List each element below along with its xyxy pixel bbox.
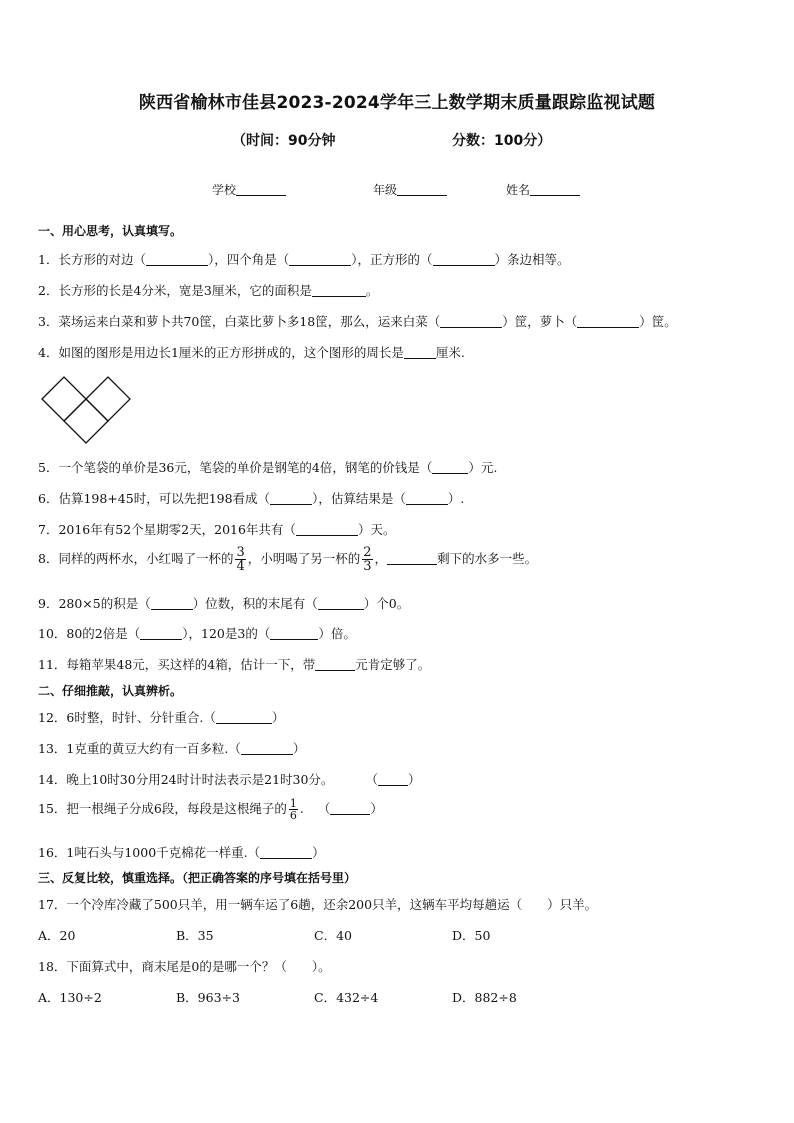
question-9: 9．280×5的积是（ ）位数，积的末尾有（ ）个0。	[38, 596, 410, 611]
section-1-heading: 一、用心思考，认真填写。	[38, 224, 183, 238]
section-2-heading: 二、仔细推敲，认真辨析。	[38, 684, 183, 698]
question-12: 12．6时整，时针、分针重合.（ ）	[38, 710, 285, 725]
option-b[interactable]: B．35	[176, 928, 214, 943]
question-4: 4．如图的图形是用边长1厘米的正方形拼成的，这个图形的周长是 厘米.	[38, 345, 465, 360]
question-17: 17．一个冷库冷藏了500只羊，用一辆车运了6趟，还余200只羊，这辆车平均每趟运（ ）只羊。	[38, 897, 598, 912]
question-15: 15．把一根绳子分成6段，每段是这根绳子的 $\frac{1}{6}$ . （ ）	[38, 797, 383, 822]
answer-blank[interactable]	[404, 346, 436, 359]
question-11: 11．每箱苹果48元，买这样的4箱，估计一下，带 元肯定够了。	[38, 657, 431, 672]
answer-blank[interactable]	[330, 802, 370, 815]
option-c[interactable]: C．40	[314, 928, 352, 943]
option-d[interactable]: D．882÷8	[452, 990, 517, 1005]
question-14: 14．晚上10时30分用24时计时法表示是21时30分。 （ ）	[38, 772, 421, 787]
section-3-heading: 三、反复比较，慎重选择。（把正确答案的序号填在括号里）	[38, 871, 357, 885]
tile-square	[64, 399, 108, 443]
question-6: 6．估算198+45时，可以先把198看成（ ），估算结果是（ ）.	[38, 491, 465, 506]
fraction: $\frac{3}{4}$	[236, 545, 245, 574]
school-blank[interactable]	[236, 182, 286, 196]
name-field	[506, 181, 580, 198]
option-a[interactable]: A．20	[38, 928, 76, 943]
answer-blank[interactable]	[318, 597, 364, 610]
option-d[interactable]: D．50	[452, 928, 491, 943]
question-3: 3．菜场运来白菜和萝卜共70筐，白菜比萝卜多18筐，那么，运来白菜（ ）筐，萝卜（ ）筐。	[38, 314, 677, 329]
question-16: 16．1吨石头与1000千克棉花一样重.（ ）	[38, 845, 325, 860]
answer-blank[interactable]	[406, 492, 448, 505]
page-title: 陕西省榆林市佳县2023-2024学年三上数学期末质量跟踪监视试题	[138, 93, 656, 113]
grade-blank[interactable]	[397, 182, 447, 196]
question-8: 8．同样的两杯水，小红喝了一杯的 $\frac{3}{4}$ ，小明喝了另一杯的 $\frac{2}{3}$ ， 剩下的水多一些。	[38, 545, 538, 574]
answer-blank[interactable]	[140, 627, 182, 640]
question-18: 18．下面算式中，商末尾是0的是哪一个？（ ）。	[38, 959, 331, 974]
answer-blank[interactable]	[241, 742, 293, 755]
answer-blank[interactable]	[296, 523, 358, 536]
answer-blank[interactable]	[378, 773, 408, 786]
question-13: 13．1克重的黄豆大约有一百多粒.（ ）	[38, 741, 306, 756]
answer-blank[interactable]	[577, 315, 639, 328]
school-label: 学校	[212, 183, 237, 197]
fraction: $\frac{2}{3}$	[363, 545, 372, 574]
question-1: 1．长方形的对边（ ），四个角是（ ），正方形的（ ）条边相等。	[38, 252, 570, 267]
answer-blank[interactable]	[432, 461, 468, 474]
name-label: 姓名	[506, 183, 531, 197]
question-10: 10．80的2倍是（ ），120是3的（ ）倍。	[38, 626, 356, 641]
answer-blank[interactable]	[289, 253, 351, 266]
option-b[interactable]: B．963÷3	[176, 990, 240, 1005]
grade-field	[373, 181, 447, 198]
answer-blank[interactable]	[270, 627, 318, 640]
answer-blank[interactable]	[151, 597, 193, 610]
option-a[interactable]: A．130÷2	[38, 990, 102, 1005]
exam-score: 分数：100分）	[452, 133, 552, 149]
tile-square	[42, 377, 86, 421]
grade-label: 年级	[373, 183, 398, 197]
fraction: $\frac{1}{6}$	[289, 797, 297, 822]
square-tiles-figure	[40, 374, 136, 446]
answer-blank[interactable]	[146, 253, 208, 266]
question-5: 5．一个笔袋的单价是36元，笔袋的单价是钢笔的4倍，钢笔的价钱是（ ）元.	[38, 460, 498, 475]
answer-blank[interactable]	[440, 315, 502, 328]
answer-blank[interactable]	[270, 492, 312, 505]
school-field	[212, 181, 286, 198]
option-c[interactable]: C．432÷4	[314, 990, 379, 1005]
answer-blank[interactable]	[216, 711, 272, 724]
tile-square	[86, 377, 130, 421]
question-2: 2．长方形的长是4分米，宽是3厘米，它的面积是 。	[38, 283, 379, 298]
exam-time: （时间：90分钟	[232, 133, 336, 149]
question-7: 7．2016年有52个星期零2天，2016年共有（ ）天。	[38, 522, 396, 537]
answer-blank[interactable]	[315, 658, 355, 671]
name-blank[interactable]	[530, 182, 580, 196]
answer-blank[interactable]	[387, 552, 437, 565]
answer-blank[interactable]	[433, 253, 495, 266]
answer-blank[interactable]	[312, 284, 366, 297]
answer-blank[interactable]	[260, 846, 312, 859]
